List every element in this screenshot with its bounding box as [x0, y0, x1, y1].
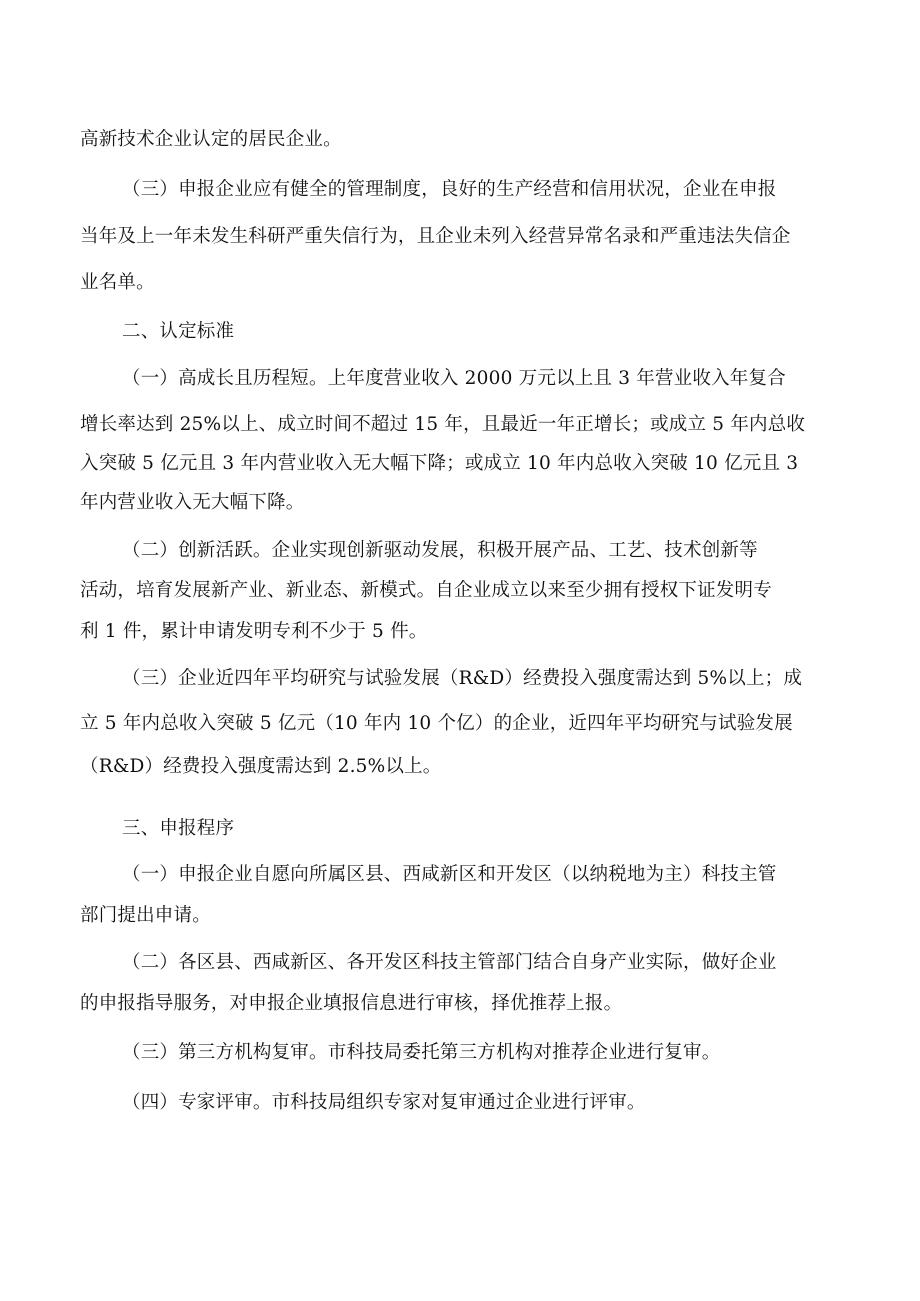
paragraph-line: （四）专家评审。市科技局组织专家对复审通过企业进行评审。 — [122, 1092, 646, 1113]
paragraph-line: （三）企业近四年平均研究与试验发展（R&D）经费投入强度需达到 5%以上；成 — [122, 668, 803, 689]
paragraph-line: 活动，培育发展新产业、新业态、新模式。自企业成立以来至少拥有授权下证发明专 — [80, 580, 772, 601]
paragraph-line: （R&D）经费投入强度需达到 2.5%以上。 — [80, 756, 442, 777]
paragraph-line: （二）各区县、西咸新区、各开发区科技主管部门结合自身产业实际，做好企业 — [122, 952, 777, 973]
paragraph-line: 年内营业收入无大幅下降。 — [80, 492, 305, 513]
paragraph-line: 业名单。 — [80, 272, 155, 293]
paragraph-line: 当年及上一年未发生科研严重失信行为，且企业未列入经营异常名录和严重违法失信企 — [80, 226, 791, 247]
paragraph-line: 立 5 年内总收入突破 5 亿元（10 年内 10 个亿）的企业，近四年平均研究与试验发展 — [80, 713, 793, 734]
paragraph-line: （二）创新活跃。企业实现创新驱动发展，积极开展产品、工艺、技术创新等 — [122, 540, 758, 561]
section-heading: 三、申报程序 — [122, 818, 235, 839]
paragraph-line: 利 1 件，累计申请发明专利不少于 5 件。 — [80, 621, 428, 642]
paragraph-line: 的申报指导服务，对申报企业填报信息进行审核，择优推荐上报。 — [80, 993, 623, 1014]
paragraph-line: 高新技术企业认定的居民企业。 — [80, 129, 342, 150]
paragraph-line: （一）申报企业自愿向所属区县、西咸新区和开发区（以纳税地为主）科技主管 — [122, 864, 777, 885]
paragraph-line: 增长率达到 25%以上、成立时间不超过 15 年，且最近一年正增长；或成立 5 年内总收 — [80, 414, 806, 435]
paragraph-line: （一）高成长且历程短。上年度营业收入 2000 万元以上且 3 年营业收入年复合 — [122, 368, 786, 389]
paragraph-line: 部门提出申请。 — [80, 905, 211, 926]
paragraph-line: （三）第三方机构复审。市科技局委托第三方机构对推荐企业进行复审。 — [122, 1042, 721, 1063]
section-heading: 二、认定标准 — [122, 321, 235, 342]
paragraph-line: （三）申报企业应有健全的管理制度，良好的生产经营和信用状况，企业在申报 — [122, 179, 777, 200]
paragraph-line: 入突破 5 亿元且 3 年内营业收入无大幅下降；或成立 10 年内总收入突破 10 亿元且 3 — [80, 453, 799, 474]
